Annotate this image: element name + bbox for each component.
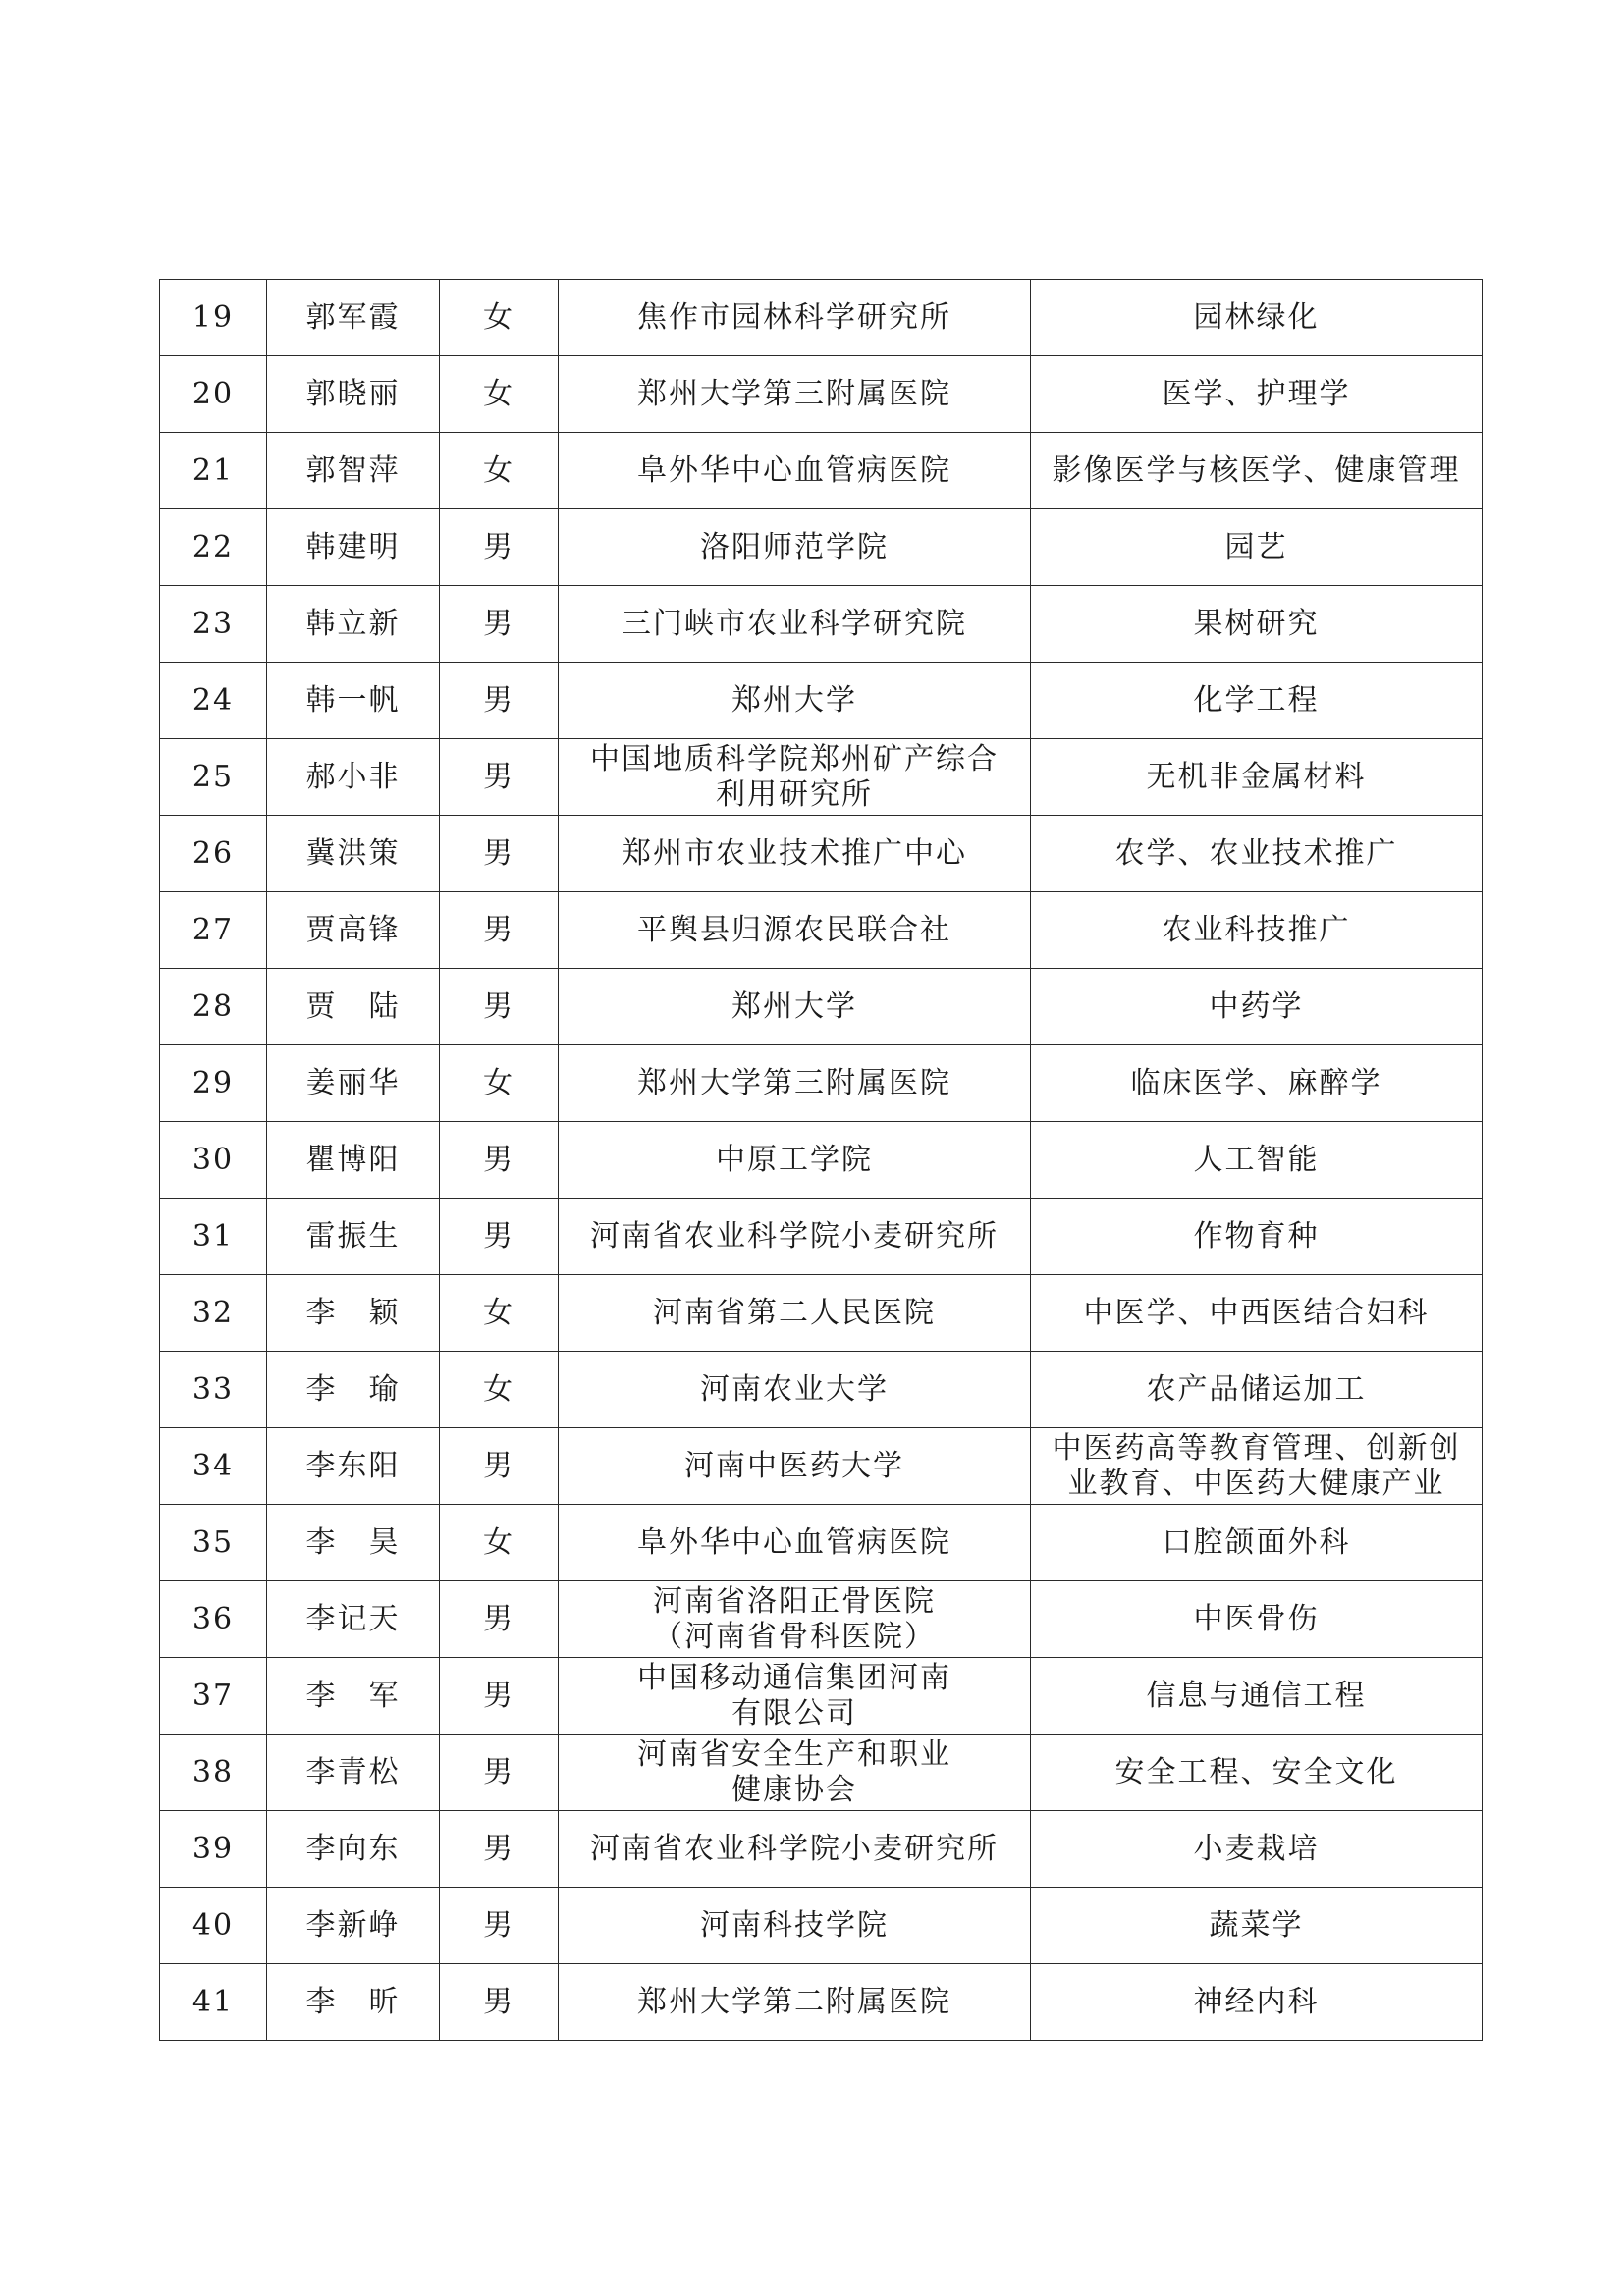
name-cell: 李东阳 bbox=[267, 1428, 440, 1505]
specialty-cell bbox=[1031, 969, 1483, 1045]
specialty-cell bbox=[1031, 1275, 1483, 1352]
table-row bbox=[160, 1964, 1483, 2041]
specialty-line: 作物育种 bbox=[1193, 1218, 1320, 1254]
work-unit-cell bbox=[559, 1811, 1031, 1888]
table-row bbox=[160, 739, 1483, 816]
specialty-cell bbox=[1031, 356, 1483, 433]
specialty-cell bbox=[1031, 1811, 1483, 1888]
work-unit-line: 郑州大学 bbox=[731, 988, 857, 1024]
work-unit-cell bbox=[559, 816, 1031, 892]
name-cell: 李青松 bbox=[267, 1735, 440, 1811]
row-number-cell: 27 bbox=[160, 892, 267, 969]
table-row bbox=[160, 1199, 1483, 1275]
work-unit-cell bbox=[559, 1122, 1031, 1199]
specialty-cell bbox=[1031, 1735, 1483, 1811]
specialty-line: 中药学 bbox=[1209, 988, 1304, 1024]
work-unit-cell bbox=[559, 892, 1031, 969]
table-row bbox=[160, 509, 1483, 586]
name-cell: 姜丽华 bbox=[267, 1045, 440, 1122]
work-unit-line: 焦作市园林科学研究所 bbox=[637, 299, 951, 335]
work-unit-cell bbox=[559, 586, 1031, 663]
specialty-cell bbox=[1031, 1581, 1483, 1658]
gender-cell: 男 bbox=[440, 1888, 559, 1964]
specialty-line: 业教育、中医药大健康产业 bbox=[1067, 1466, 1445, 1501]
specialty-line: 信息与通信工程 bbox=[1146, 1678, 1367, 1713]
table-row bbox=[160, 1352, 1483, 1428]
table-row bbox=[160, 1428, 1483, 1505]
name-cell: 雷振生 bbox=[267, 1199, 440, 1275]
work-unit-line: 河南省农业科学院小麦研究所 bbox=[590, 1831, 999, 1866]
gender-cell: 男 bbox=[440, 663, 559, 739]
work-unit-line: （河南省骨科医院） bbox=[653, 1619, 936, 1654]
gender-cell: 男 bbox=[440, 1964, 559, 2041]
name-cell: 李新峥 bbox=[267, 1888, 440, 1964]
gender-cell: 男 bbox=[440, 1658, 559, 1735]
work-unit-line: 中原工学院 bbox=[716, 1142, 873, 1177]
name-cell: 贾高锋 bbox=[267, 892, 440, 969]
row-number-cell: 26 bbox=[160, 816, 267, 892]
row-number-cell: 23 bbox=[160, 586, 267, 663]
gender-cell: 女 bbox=[440, 1352, 559, 1428]
gender-cell: 男 bbox=[440, 969, 559, 1045]
gender-cell: 男 bbox=[440, 1811, 559, 1888]
row-number-cell: 28 bbox=[160, 969, 267, 1045]
table-row bbox=[160, 1735, 1483, 1811]
specialty-line: 影像医学与核医学、健康管理 bbox=[1052, 453, 1461, 488]
name-cell: 韩立新 bbox=[267, 586, 440, 663]
table-row bbox=[160, 1658, 1483, 1735]
work-unit-cell bbox=[559, 1199, 1031, 1275]
row-number-cell: 37 bbox=[160, 1658, 267, 1735]
work-unit-line: 郑州大学第三附属医院 bbox=[637, 1065, 951, 1100]
specialty-cell bbox=[1031, 280, 1483, 356]
work-unit-line: 河南省洛阳正骨医院 bbox=[653, 1583, 936, 1619]
specialty-cell bbox=[1031, 433, 1483, 509]
specialty-line: 神经内科 bbox=[1193, 1984, 1320, 2019]
specialty-line: 无机非金属材料 bbox=[1146, 759, 1367, 794]
work-unit-cell bbox=[559, 433, 1031, 509]
name-cell: 郭晓丽 bbox=[267, 356, 440, 433]
work-unit-cell bbox=[559, 1658, 1031, 1735]
specialty-line: 园林绿化 bbox=[1193, 299, 1320, 335]
specialty-line: 中医骨伤 bbox=[1193, 1601, 1320, 1636]
specialty-cell bbox=[1031, 1964, 1483, 2041]
name-cell: 韩一帆 bbox=[267, 663, 440, 739]
work-unit-line: 河南科技学院 bbox=[700, 1907, 889, 1943]
work-unit-line: 平舆县归源农民联合社 bbox=[637, 912, 951, 947]
gender-cell: 男 bbox=[440, 586, 559, 663]
specialty-line: 农业科技推广 bbox=[1162, 912, 1351, 947]
specialty-cell bbox=[1031, 1122, 1483, 1199]
gender-cell: 男 bbox=[440, 1199, 559, 1275]
work-unit-cell bbox=[559, 1888, 1031, 1964]
table-row bbox=[160, 1581, 1483, 1658]
table-row bbox=[160, 433, 1483, 509]
table-row bbox=[160, 816, 1483, 892]
work-unit-cell bbox=[559, 509, 1031, 586]
gender-cell: 女 bbox=[440, 280, 559, 356]
name-cell: 瞿博阳 bbox=[267, 1122, 440, 1199]
specialty-line: 农产品储运加工 bbox=[1146, 1371, 1367, 1407]
specialty-line: 果树研究 bbox=[1193, 606, 1320, 641]
table-row bbox=[160, 969, 1483, 1045]
gender-cell: 女 bbox=[440, 1275, 559, 1352]
row-number-cell: 31 bbox=[160, 1199, 267, 1275]
name-cell: 郝小非 bbox=[267, 739, 440, 816]
work-unit-line: 河南省农业科学院小麦研究所 bbox=[590, 1218, 999, 1254]
table-row bbox=[160, 1122, 1483, 1199]
specialty-cell bbox=[1031, 509, 1483, 586]
specialty-cell bbox=[1031, 663, 1483, 739]
table-row bbox=[160, 1888, 1483, 1964]
row-number-cell: 39 bbox=[160, 1811, 267, 1888]
name-cell: 郭军霞 bbox=[267, 280, 440, 356]
work-unit-line: 郑州大学第三附属医院 bbox=[637, 376, 951, 411]
specialty-cell bbox=[1031, 1199, 1483, 1275]
row-number-cell: 38 bbox=[160, 1735, 267, 1811]
work-unit-line: 三门峡市农业科学研究院 bbox=[622, 606, 967, 641]
gender-cell: 女 bbox=[440, 1505, 559, 1581]
gender-cell: 男 bbox=[440, 892, 559, 969]
specialty-cell bbox=[1031, 1658, 1483, 1735]
gender-cell: 男 bbox=[440, 1735, 559, 1811]
name-cell: 贾 陆 bbox=[267, 969, 440, 1045]
work-unit-line: 河南省安全生产和职业 bbox=[637, 1736, 951, 1772]
specialty-line: 小麦栽培 bbox=[1193, 1831, 1320, 1866]
work-unit-line: 河南省第二人民医院 bbox=[653, 1295, 936, 1330]
row-number-cell: 32 bbox=[160, 1275, 267, 1352]
specialty-line: 中医药高等教育管理、创新创 bbox=[1052, 1430, 1461, 1466]
name-cell: 李 瑜 bbox=[267, 1352, 440, 1428]
work-unit-line: 洛阳师范学院 bbox=[700, 529, 889, 564]
work-unit-cell bbox=[559, 1428, 1031, 1505]
work-unit-line: 郑州大学第二附属医院 bbox=[637, 1984, 951, 2019]
gender-cell: 男 bbox=[440, 739, 559, 816]
gender-cell: 男 bbox=[440, 1428, 559, 1505]
work-unit-line: 有限公司 bbox=[731, 1695, 857, 1731]
table-row bbox=[160, 586, 1483, 663]
row-number-cell: 35 bbox=[160, 1505, 267, 1581]
gender-cell: 男 bbox=[440, 509, 559, 586]
row-number-cell: 41 bbox=[160, 1964, 267, 2041]
specialty-cell bbox=[1031, 739, 1483, 816]
work-unit-line: 中国地质科学院郑州矿产综合 bbox=[590, 741, 999, 776]
work-unit-cell bbox=[559, 1275, 1031, 1352]
specialty-cell bbox=[1031, 1505, 1483, 1581]
name-cell: 冀洪策 bbox=[267, 816, 440, 892]
work-unit-line: 河南中医药大学 bbox=[684, 1448, 904, 1483]
table-row bbox=[160, 1811, 1483, 1888]
specialty-cell bbox=[1031, 892, 1483, 969]
table-row bbox=[160, 280, 1483, 356]
work-unit-cell bbox=[559, 969, 1031, 1045]
specialty-cell bbox=[1031, 1428, 1483, 1505]
name-cell: 李 军 bbox=[267, 1658, 440, 1735]
specialty-line: 安全工程、安全文化 bbox=[1114, 1754, 1398, 1789]
specialty-line: 人工智能 bbox=[1193, 1142, 1320, 1177]
row-number-cell: 24 bbox=[160, 663, 267, 739]
row-number-cell: 25 bbox=[160, 739, 267, 816]
specialty-line: 园艺 bbox=[1224, 529, 1288, 564]
gender-cell: 男 bbox=[440, 816, 559, 892]
table-row bbox=[160, 356, 1483, 433]
specialty-line: 化学工程 bbox=[1193, 682, 1320, 718]
work-unit-cell bbox=[559, 1352, 1031, 1428]
work-unit-line: 中国移动通信集团河南 bbox=[637, 1660, 951, 1695]
gender-cell: 女 bbox=[440, 356, 559, 433]
work-unit-cell bbox=[559, 1045, 1031, 1122]
work-unit-line: 健康协会 bbox=[731, 1772, 857, 1807]
work-unit-line: 郑州市农业技术推广中心 bbox=[622, 835, 967, 871]
table-row bbox=[160, 663, 1483, 739]
work-unit-line: 阜外华中心血管病医院 bbox=[637, 453, 951, 488]
work-unit-cell bbox=[559, 1964, 1031, 2041]
name-cell: 李记天 bbox=[267, 1581, 440, 1658]
gender-cell: 女 bbox=[440, 1045, 559, 1122]
table-row bbox=[160, 1505, 1483, 1581]
work-unit-line: 郑州大学 bbox=[731, 682, 857, 718]
specialty-line: 中医学、中西医结合妇科 bbox=[1083, 1295, 1430, 1330]
specialty-line: 蔬菜学 bbox=[1209, 1907, 1304, 1943]
specialty-cell bbox=[1031, 1352, 1483, 1428]
row-number-cell: 20 bbox=[160, 356, 267, 433]
gender-cell: 男 bbox=[440, 1122, 559, 1199]
row-number-cell: 21 bbox=[160, 433, 267, 509]
work-unit-cell bbox=[559, 663, 1031, 739]
specialty-cell bbox=[1031, 1888, 1483, 1964]
row-number-cell: 36 bbox=[160, 1581, 267, 1658]
work-unit-line: 阜外华中心血管病医院 bbox=[637, 1524, 951, 1560]
work-unit-cell bbox=[559, 280, 1031, 356]
work-unit-cell bbox=[559, 739, 1031, 816]
specialty-line: 口腔颌面外科 bbox=[1162, 1524, 1351, 1560]
specialty-cell bbox=[1031, 1045, 1483, 1122]
specialty-cell bbox=[1031, 586, 1483, 663]
work-unit-cell bbox=[559, 1581, 1031, 1658]
work-unit-cell bbox=[559, 1735, 1031, 1811]
work-unit-line: 利用研究所 bbox=[716, 776, 873, 812]
name-cell: 郭智萍 bbox=[267, 433, 440, 509]
specialty-line: 临床医学、麻醉学 bbox=[1130, 1065, 1382, 1100]
specialty-line: 医学、护理学 bbox=[1162, 376, 1351, 411]
work-unit-cell bbox=[559, 356, 1031, 433]
table-body bbox=[160, 280, 1483, 2041]
specialty-cell bbox=[1031, 816, 1483, 892]
row-number-cell: 19 bbox=[160, 280, 267, 356]
row-number-cell: 29 bbox=[160, 1045, 267, 1122]
name-cell: 李 昕 bbox=[267, 1964, 440, 2041]
gender-cell: 女 bbox=[440, 433, 559, 509]
row-number-cell: 22 bbox=[160, 509, 267, 586]
table-row bbox=[160, 1045, 1483, 1122]
name-cell: 李 昊 bbox=[267, 1505, 440, 1581]
name-cell: 李 颖 bbox=[267, 1275, 440, 1352]
expert-roster-table bbox=[159, 279, 1483, 2041]
table-row bbox=[160, 892, 1483, 969]
gender-cell: 男 bbox=[440, 1581, 559, 1658]
name-cell: 韩建明 bbox=[267, 509, 440, 586]
row-number-cell: 34 bbox=[160, 1428, 267, 1505]
work-unit-line: 河南农业大学 bbox=[700, 1371, 889, 1407]
specialty-line: 农学、农业技术推广 bbox=[1114, 835, 1398, 871]
row-number-cell: 30 bbox=[160, 1122, 267, 1199]
row-number-cell: 40 bbox=[160, 1888, 267, 1964]
work-unit-cell bbox=[559, 1505, 1031, 1581]
table-row bbox=[160, 1275, 1483, 1352]
row-number-cell: 33 bbox=[160, 1352, 267, 1428]
name-cell: 李向东 bbox=[267, 1811, 440, 1888]
